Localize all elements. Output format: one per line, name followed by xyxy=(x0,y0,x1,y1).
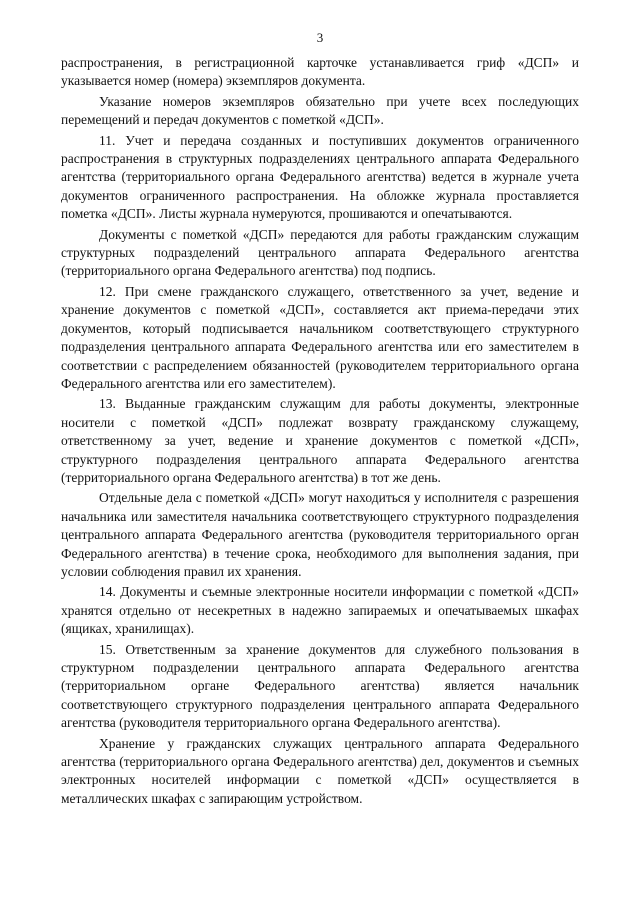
paragraph: Хранение у гражданских служащих центрального аппарата Федерального агентства (территориального органа Федерального агентства) дел, документов и съемных электронных носителей информации с пометкой «ДСП» осуществляется в металлических шкафах с запирающим устройством. xyxy=(61,735,579,806)
paragraph: Указание номеров экземпляров обязательно при учете всех последующих перемещений и передач документов с пометкой «ДСП». xyxy=(61,93,579,128)
paragraph-item-15: 15. Ответственным за хранение документов для служебного пользования в структурном подразделении центрального аппарата Федерального агентства (территориальном органе Федерального агентства) является начальник соответствующего структурного подразделения центрального аппарата Федерального агентства (руководителя территориального органа Федерального агентства). xyxy=(61,641,579,731)
paragraph: Отдельные дела с пометкой «ДСП» могут находиться у исполнителя с разрешения начальника или заместителя начальника соответствующего структурного подразделения центрального аппарата Федерального агентства (руководителя территориального орган Федерального агентства) в течение срока, необходимого для выполнения задания, при условии соблюдения правил их хранения. xyxy=(61,490,579,579)
paragraph-item-14: 14. Документы и съемные электронные носители информации с пометкой «ДСП» хранятся отдельно от несекретных в надежно запираемых и опечатываемых шкафах (ящиках, хранилищах). xyxy=(61,584,579,637)
document-body xyxy=(61,54,579,810)
paragraph-item-11: 11. Учет и передача созданных и поступивших документов ограниченного распространения в структурных подразделениях центрального аппарата Федерального агентства (территориального органа Федерального агентства) ведется в журнале учета документов ограниченного распространения. На обложке журнала проставляется пометка «ДСП». Листы журнала нумеруются, прошиваются и опечатываются. xyxy=(61,132,579,222)
paragraph-item-13: 13. Выданные гражданским служащим для работы документы, электронные носители с пометкой «ДСП» подлежат возврату гражданскому служащему, ответственному за учет, ведение и хранение документов с пометкой «ДСП», структурного подразделения центрального аппарата Федерального агентства (территориального органа Федерального агентства) в тот же день. xyxy=(61,396,579,485)
paragraph-continued: распространения, в регистрационной карточке устанавливается гриф «ДСП» и указывается номер (номера) экземпляров документа. xyxy=(61,55,579,89)
page-number: 3 xyxy=(316,30,324,45)
paragraph-item-12: 12. При смене гражданского служащего, ответственного за учет, ведение и хранение документов с пометкой «ДСП», составляется акт приема-передачи этих документов, который подписывается начальником соответствующего структурного подразделения центрального аппарата Федерального агентства или его заместителем в соответствии с распределением обязанностей (руководителем территориального органа Федерального агентства или его заместителем). xyxy=(61,283,579,391)
paragraph: Документы с пометкой «ДСП» передаются для работы гражданским служащим структурных подразделений центрального аппарата Федерального агентства (территориального органа Федерального агентства) под подпись. xyxy=(61,226,579,279)
